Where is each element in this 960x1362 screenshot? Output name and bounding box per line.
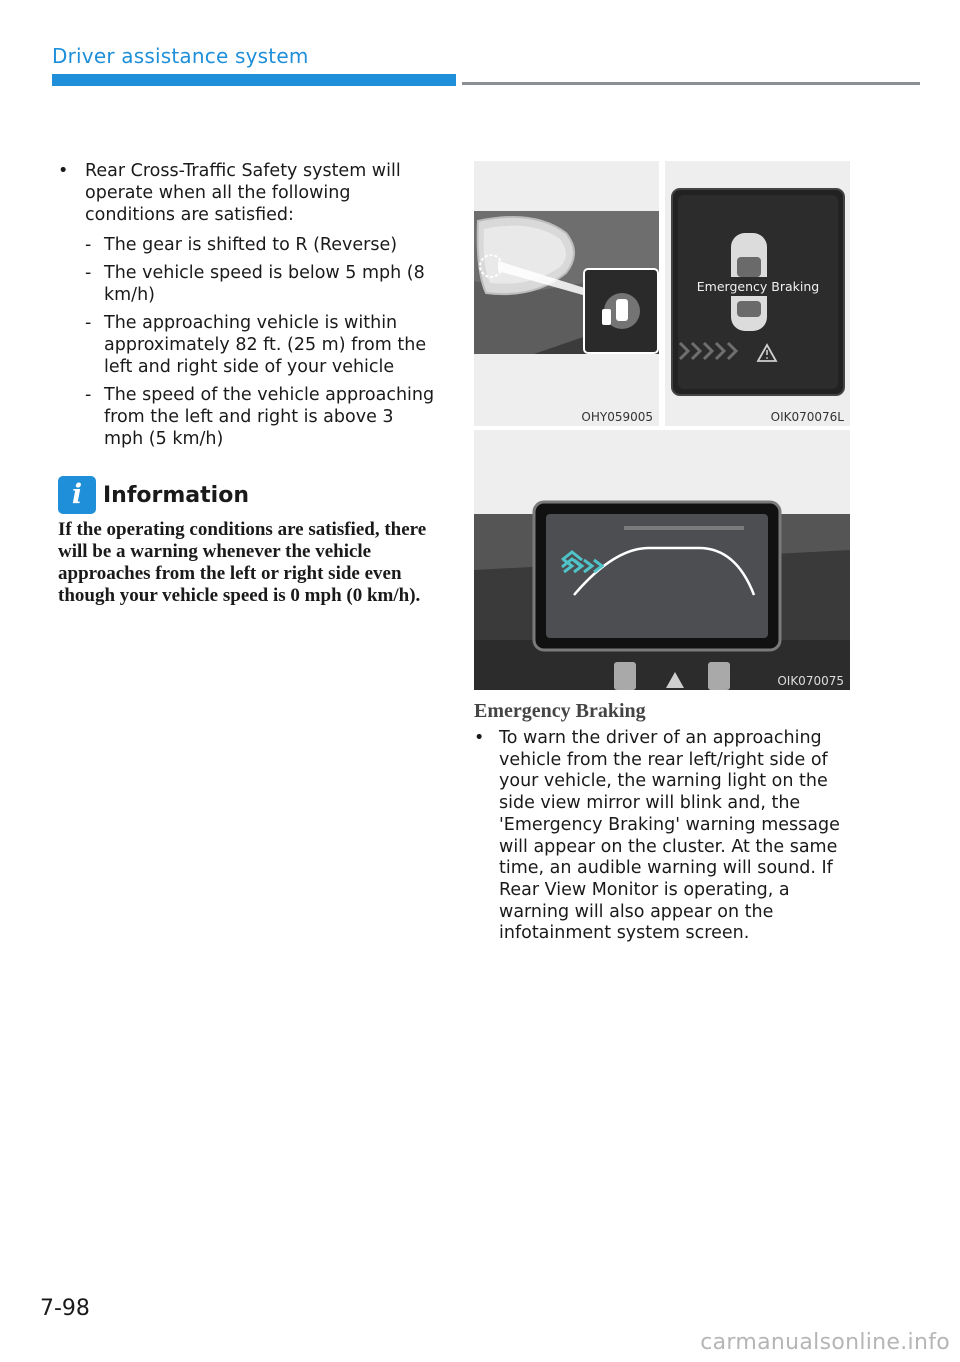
figure-code-cluster: OIK070076L: [770, 410, 844, 424]
left-column: [58, 160, 438, 456]
side-mirror-illustration: [474, 161, 659, 426]
conditions-bullet: [58, 160, 438, 226]
section-header-title: Driver assistance system: [52, 44, 309, 68]
figure-side-mirror: [474, 161, 659, 426]
header-accent-bar: [52, 74, 456, 86]
emergency-braking-bullet: [474, 728, 854, 945]
emergency-braking-text: To warn the driver of an approaching vehicle from the rear left/right side of your vehicle, the warning light on the side view mirror will blink and, the 'Emergency Braking' warning message will appear on the cluster. At the same time, an audible warning will sound. If Rear View Monitor is operating, a warning will also appear on the infotainment system screen.: [499, 728, 840, 944]
information-title: Information: [103, 482, 249, 508]
emergency-braking-heading: Emergency Braking: [474, 700, 646, 722]
figure-code-mirror: OHY059005: [581, 410, 653, 424]
condition-text: The approaching vehicle is within approximately 82 ft. (25 m) from the left and right side of your vehicle: [104, 313, 427, 377]
information-heading: [58, 476, 249, 514]
conditions-intro: Rear Cross-Traffic Safety system will operate when all the following conditions are satisfied:: [85, 161, 401, 225]
condition-text: The speed of the vehicle approaching from the left and right is above 3 mph (5 km/h): [104, 385, 435, 449]
header-rule: [462, 82, 920, 85]
page-number: 7-98: [40, 1296, 90, 1321]
bullet-dot-icon: •: [474, 728, 485, 748]
watermark: carmanualsonline.info: [700, 1330, 950, 1355]
condition-text: The gear is shifted to R (Reverse): [104, 235, 398, 255]
information-text: If the operating conditions are satisfied, there will be a warning whenever the vehicle approaches from the left or right side even though your vehicle speed is 0 mph (0 km/h).: [58, 519, 427, 606]
figure-infotainment: [474, 430, 850, 690]
info-icon: [58, 476, 96, 514]
condition-text: The vehicle speed is below 5 mph (8 km/h): [104, 263, 425, 305]
conditions-list: [58, 234, 438, 450]
condition-item: - The vehicle speed is below 5 mph (8 km/h): [85, 263, 425, 305]
cluster-warning-message: Emergency Braking: [678, 277, 838, 296]
bullet-dot-icon: •: [58, 161, 69, 181]
figure-cluster: [665, 161, 850, 426]
figure-code-infotainment: OIK070075: [777, 674, 844, 688]
condition-item: - The approaching vehicle is within approximately 82 ft. (25 m) from the left and right side of your vehicle: [85, 313, 427, 377]
info-icon-glyph: i: [71, 479, 83, 510]
condition-item: - The speed of the vehicle approaching from the left and right is above 3 mph (5 km/h): [85, 385, 435, 449]
infotainment-illustration: [474, 430, 850, 690]
condition-item: - The gear is shifted to R (Reverse): [85, 235, 398, 255]
